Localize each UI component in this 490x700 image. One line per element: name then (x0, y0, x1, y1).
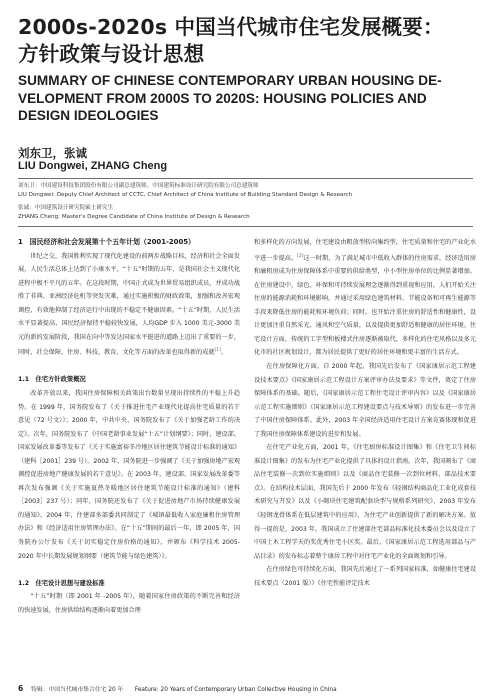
title-en-line-1: SUMMARY OF CHINESE CONTEMPORARY URBAN HOUSING DE- (18, 73, 442, 88)
paragraph: 在住房保障化方面，自 2000 年起，我国先后发布了《国家康居示范工程建设技术要点》《国家康居示范工程设计方案评审办法及要求》等文件，奠定了住房保障体系的基础。随后，《国家康居示范工程住宅设计评审内容》以及《国家康居示范工程实施细则》《国家康居示范工程建设要点与技术导则》的发布进一步完善了中国住房保障体系。此外，2003 年全国经济适用住宅设计方案竞赛体现和促进了我国住房保障体系建设的进步和发展。 (254, 362, 476, 438)
paragraph-end: 。 (220, 349, 228, 357)
title-en-line-2: VELOPMENT FROM 2000S TO 2020S: HOUSING POLICIES AND (18, 90, 427, 106)
footer-separator (128, 687, 130, 693)
paragraph: 在住宅产业化方面，2001 年，《住宅厨房标准设计图集》和《住宅卫生间标准设计图集》的发布为住宅产业化提供了具体的设计指南。次年，我国颁布了《商品住宅装修一次到位实施细则》以及《商品住宅装修一次到位材料、部品技术要点》。在结构技术层面，我国先后于 2000 年发布《轻钢结构商品化工业化成套技术研究与开发》以及《小砌块住宅建筑配套块型与规格系列研究》，2003 年发布《轻钢龙骨体系在低层建筑中的应用》，为住宅产业创新提供了新的解决方案。值得一提的是，2003 年，我国成立了住建部住宅部品标准化技术委员会以及设立了中国土木工程学天的奖优秀住宅小区奖。最后，《国家康居示范工程选用部品与产品目录》的发布标志着整个康居工程中对住宅产业化的全面规划和引导。 (254, 444, 476, 560)
footer-label-en: Feature: 20 Years of Contemporary Urban Collective Housing in China (134, 687, 337, 693)
section-heading-1-2: 1.2 住宅设计思想与建设标准 (18, 579, 105, 587)
title-en-line-3: DESIGN IDEOLOGIES (18, 108, 159, 123)
body-column-right (254, 236, 476, 590)
section-heading-1: 1 国民经济和社会发展第十个五年计划（2001-2005） (18, 238, 195, 246)
affiliation-top-rule (18, 178, 473, 179)
section-heading-1-1: 1.1 住宅方针政策概况 (18, 376, 86, 384)
affiliation-2-en: ZHANG Cheng: Master's Degree Candidate of China Institute of Design & Research (18, 214, 250, 220)
paragraph: 在住房绿色可持续化方面，我国先后通过了一系列国家标准，如健康住宅建设技术要点（2001 版）》《住宅性能评定技术 (254, 566, 476, 587)
title-cn-line-2: 方针政策与设计思想 (18, 42, 205, 66)
citation-ref: [1] (214, 348, 221, 354)
paragraph-continued (254, 236, 476, 360)
paragraph-text: 这一时期，为了满足城市中低收入群体的住房需求，经济适用房和廉租房成为住房保障体系中重要的供给类型，中小型住房单位的比例显著增加。在住房建设中，绿色、环保和可持续发展理念逐渐得到重视和应用，人们开始关注住房的能源消耗和环境影响，并通过采用绿色建筑材料、节能设备和可再生能源等手段来降低住房的能耗和环境负荷；同时，也开始注重住房的舒适性和健康性，设计更加注重自然采光、通风和空气质量，以及提供更加舒适和健康的居住环境。住宅设计方面，传统的工字型和板楼式住房逐渐被取代，多样化的住宅风格以及多元化市的社区规划设计，都为居民提供了更好的居住环境和更丰富的生活方式。 (254, 254, 476, 357)
citation-ref: [2] (297, 253, 304, 259)
article-title-en (18, 72, 480, 125)
body-column-left (18, 236, 240, 617)
paragraph-text: 和多样化的方向发展，住宅建设由粗放型转向集约型，住宅质量和住宅的产业化水平进一步提高。 (254, 239, 476, 262)
authors-cn: 刘东卫，张诚 (18, 146, 87, 160)
page-number: 6 (18, 684, 24, 693)
article-title-cn (18, 14, 478, 68)
footer-label-cn: 特辑：中国当代城市集合住宅 20 年 (31, 687, 124, 693)
affiliation-1-cn: 刘东卫：中国建设科技集团股份有限公司副总建筑师，中国建筑标准设计研究院有限公司总建筑师 (18, 183, 259, 189)
paragraph: 改革开放以来，我国住房保障相关政策出台数量呈现出持续性的平稳上升趋势。在 1999 年，国务院发布了《关于推进住宅产业现代化提高住宅质量的若干意见（72 号文）》；2000 年，中共中央、国务院发布了《关于加强老龄工作的决定》。次年，国务院发布了《中国老龄事业发展“十五”计划纲要》；同时，建设部、国家发展改革委等发布了《关于实施富裕冬冷地区居住建筑节能设计标准的通知》（建科［2001］239 号）。2002 年，国务院进一步强调了《关于加强房地产宏观调控促进房地产健康发展的若干意见》。在 2003 年，建设部、国家发展改革委等再次发布强调《关于实施夏热冬暖地区居住建筑节能设计标准的通知》（建科［2003］237 号）；同年，国务院还发布了《关于促进房地产市场持续健康发展的通知》。2004 年，住建部多部委共同制定了《城镇最低收入家庭廉租住房管理办法》和《经济适用住房管理办法》。在“十五”期间的最后一年，即 2005 年，国务院办公厅发布《关于切实稳定住房价格的通知》，并颁布《科学技术 2005-2020 年中长期发展规划纲要（建筑节能与绿色建筑）》。 (18, 390, 240, 560)
page-footer (18, 684, 337, 693)
paragraph: “十五”时期（即 2001 年 -2005 年），随着国家住房政策的不断完善和经济的快速发展，住房供给结构逐渐向着更加合理 (18, 593, 240, 614)
title-cn-line-1: 2000s-2020s 中国当代城市住宅发展概要： (18, 15, 444, 39)
affiliation-1-en: LIU Dongwei: Deputy Chief Architect of CCTC, Chief Architect of China Institute of Building Standard Design & Research (18, 192, 353, 198)
affiliation-bottom-rule (18, 226, 473, 227)
affiliation-2-cn: 张诚：中国建筑设计研究院硕士研究生 (18, 205, 114, 211)
paragraph (18, 250, 240, 360)
paragraph-text: 世纪之交，我国胜利实现了现代化建设的前两步战略目标，经济和社会全面发展，人民生活总体上达到了小康水平。“十五”时期的五年，是我国社会主义现代化进程中极不平凡的五年。在这段时期，中国正式成为世界贸易组织成员，并成功战胜了非典、亚洲经济危机等突发灾难，通过实施积极的财政政策，加强和改善宏观调控，有效地抑制了经济运行中出现的不稳定不健康因素。“十五”时期，人民生活水平显著提高，国民经济保持平稳较快发展，人均GDP 步入 1000 美元-3000 美元的新的发展阶段，我国在向中等发达国家水平挺进的道路上迈出了重要的一步，同时，社会保障、住房、科技、教育、文化等方面的改革也取得新的成就 (18, 252, 240, 357)
authors-en: LIU Dongwei, ZHANG Cheng (18, 160, 168, 172)
